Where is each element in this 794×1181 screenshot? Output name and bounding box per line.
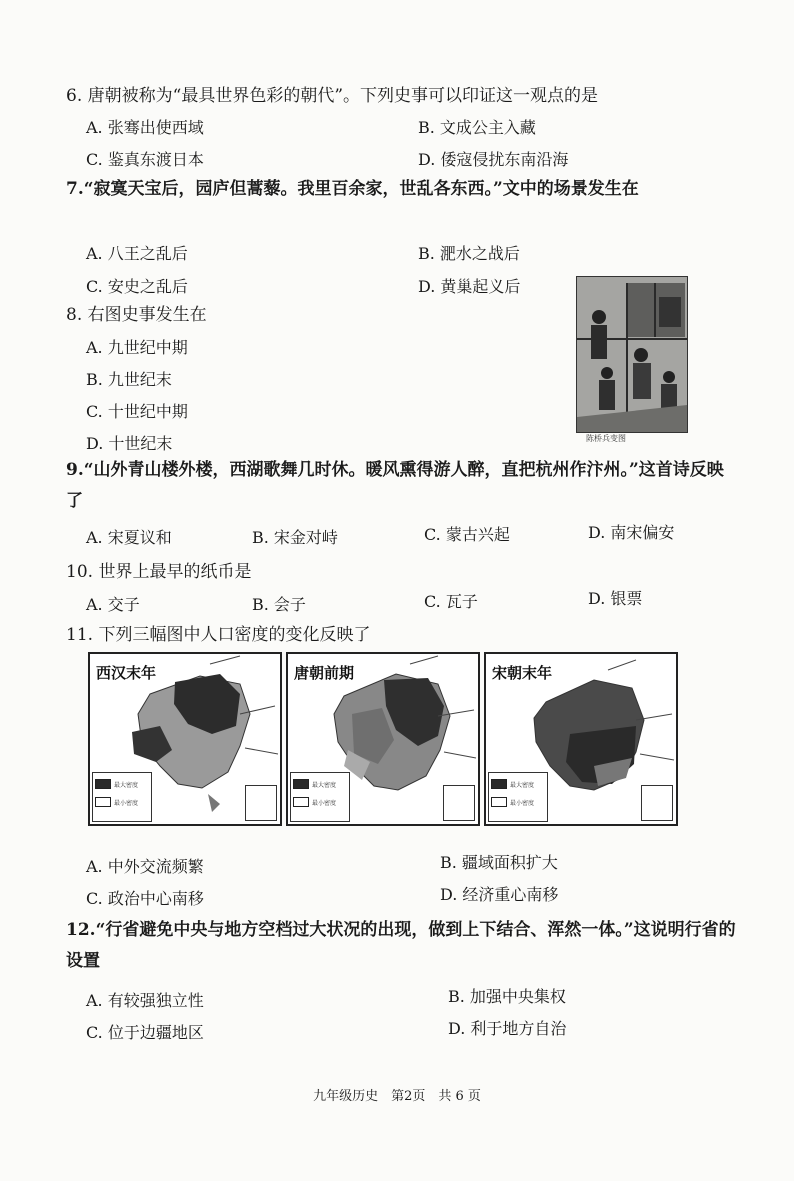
legend-swatch-high bbox=[95, 779, 111, 789]
q10-option-b: B. 会子 bbox=[252, 595, 306, 614]
q8-option-d: D. 十世纪末 bbox=[86, 434, 173, 453]
q9-stem: 9.“山外青山楼外楼，西湖歌舞几时休。暖风熏得游人醉，直把杭州作汴州。”这首诗反映了 bbox=[66, 460, 724, 511]
legend-high-label: 最大密度 bbox=[312, 781, 337, 789]
q7-option-b: B. 淝水之战后 bbox=[418, 244, 520, 263]
map-legend bbox=[92, 772, 152, 822]
map-inset-south-sea bbox=[641, 785, 673, 821]
q10-option-d: D. 银票 bbox=[588, 589, 643, 608]
q6-option-c: C. 鉴真东渡日本 bbox=[86, 150, 204, 169]
q11-option-a: A. 中外交流频繁 bbox=[86, 857, 204, 876]
legend-low-label: 最小密度 bbox=[114, 799, 139, 807]
legend-swatch-high bbox=[293, 779, 309, 789]
q10-option-c: C. 瓦子 bbox=[424, 592, 478, 611]
map-legend bbox=[290, 772, 350, 822]
map-inset-south-sea bbox=[245, 785, 277, 821]
q7-option-d: D. 黄巢起义后 bbox=[418, 277, 521, 296]
q6-option-d: D. 倭寇侵扰东南沿海 bbox=[418, 150, 569, 169]
q12-option-b: B. 加强中央集权 bbox=[448, 987, 566, 1006]
q7-option-a: A. 八王之乱后 bbox=[86, 244, 188, 263]
legend-high-label: 最大密度 bbox=[510, 781, 535, 789]
map-early-tang bbox=[286, 652, 480, 826]
legend-low-label: 最小密度 bbox=[312, 799, 337, 807]
legend-swatch-high bbox=[491, 779, 507, 789]
q12-option-a: A. 有较强独立性 bbox=[86, 991, 204, 1010]
q7-stem: 7.“寂寞天宝后，园庐但蒿藜。我里百余家，世乱各东西。”文中的场景发生在 bbox=[66, 179, 639, 199]
q11-option-d: D. 经济重心南移 bbox=[440, 885, 559, 904]
q12-option-d: D. 利于地方自治 bbox=[448, 1019, 567, 1038]
q8-stem: 8. 右图史事发生在 bbox=[66, 305, 207, 325]
q10-option-a: A. 交子 bbox=[86, 595, 140, 614]
legend-swatch-low bbox=[95, 797, 111, 807]
map-late-song bbox=[484, 652, 678, 826]
q9-option-a: A. 宋夏议和 bbox=[86, 528, 172, 547]
q9-option-c: C. 蒙古兴起 bbox=[424, 525, 510, 544]
q7-option-c: C. 安史之乱后 bbox=[86, 277, 188, 296]
map-western-han bbox=[88, 652, 282, 826]
q9-option-b: B. 宋金对峙 bbox=[252, 528, 338, 547]
q8-illustration-caption: 陈桥兵变图 bbox=[586, 434, 626, 443]
q11-stem: 11. 下列三幅图中人口密度的变化反映了 bbox=[66, 625, 371, 645]
q11-option-b: B. 疆域面积扩大 bbox=[440, 853, 558, 872]
q12-option-c: C. 位于边疆地区 bbox=[86, 1023, 204, 1042]
map-inset-south-sea bbox=[443, 785, 475, 821]
q6-stem: 6. 唐朝被称为“最具世界色彩的朝代”。下列史事可以印证这一观点的是 bbox=[66, 86, 599, 106]
legend-low-label: 最小密度 bbox=[510, 799, 535, 807]
legend-swatch-low bbox=[293, 797, 309, 807]
q6-option-a: A. 张骞出使西域 bbox=[86, 118, 204, 137]
q8-option-c: C. 十世纪中期 bbox=[86, 402, 188, 421]
page-footer: 九年级历史 第2页 共 6 页 bbox=[313, 1089, 481, 1104]
q10-stem: 10. 世界上最早的纸币是 bbox=[66, 562, 252, 582]
map-title: 宋朝末年 bbox=[492, 664, 553, 682]
q8-option-a: A. 九世纪中期 bbox=[86, 338, 188, 357]
q6-option-b: B. 文成公主入藏 bbox=[418, 118, 536, 137]
q9-option-d: D. 南宋偏安 bbox=[588, 523, 675, 542]
q12-stem: 12.“行省避免中央与地方空档过大状况的出现，做到上下结合、浑然一体。”这说明行省的设置 bbox=[66, 920, 736, 971]
q8-illustration bbox=[576, 276, 688, 433]
legend-high-label: 最大密度 bbox=[114, 781, 139, 789]
q11-option-c: C. 政治中心南移 bbox=[86, 889, 204, 908]
map-legend bbox=[488, 772, 548, 822]
map-title: 唐朝前期 bbox=[294, 664, 355, 682]
q8-option-b: B. 九世纪末 bbox=[86, 370, 172, 389]
legend-swatch-low bbox=[491, 797, 507, 807]
map-title: 西汉末年 bbox=[96, 664, 157, 682]
